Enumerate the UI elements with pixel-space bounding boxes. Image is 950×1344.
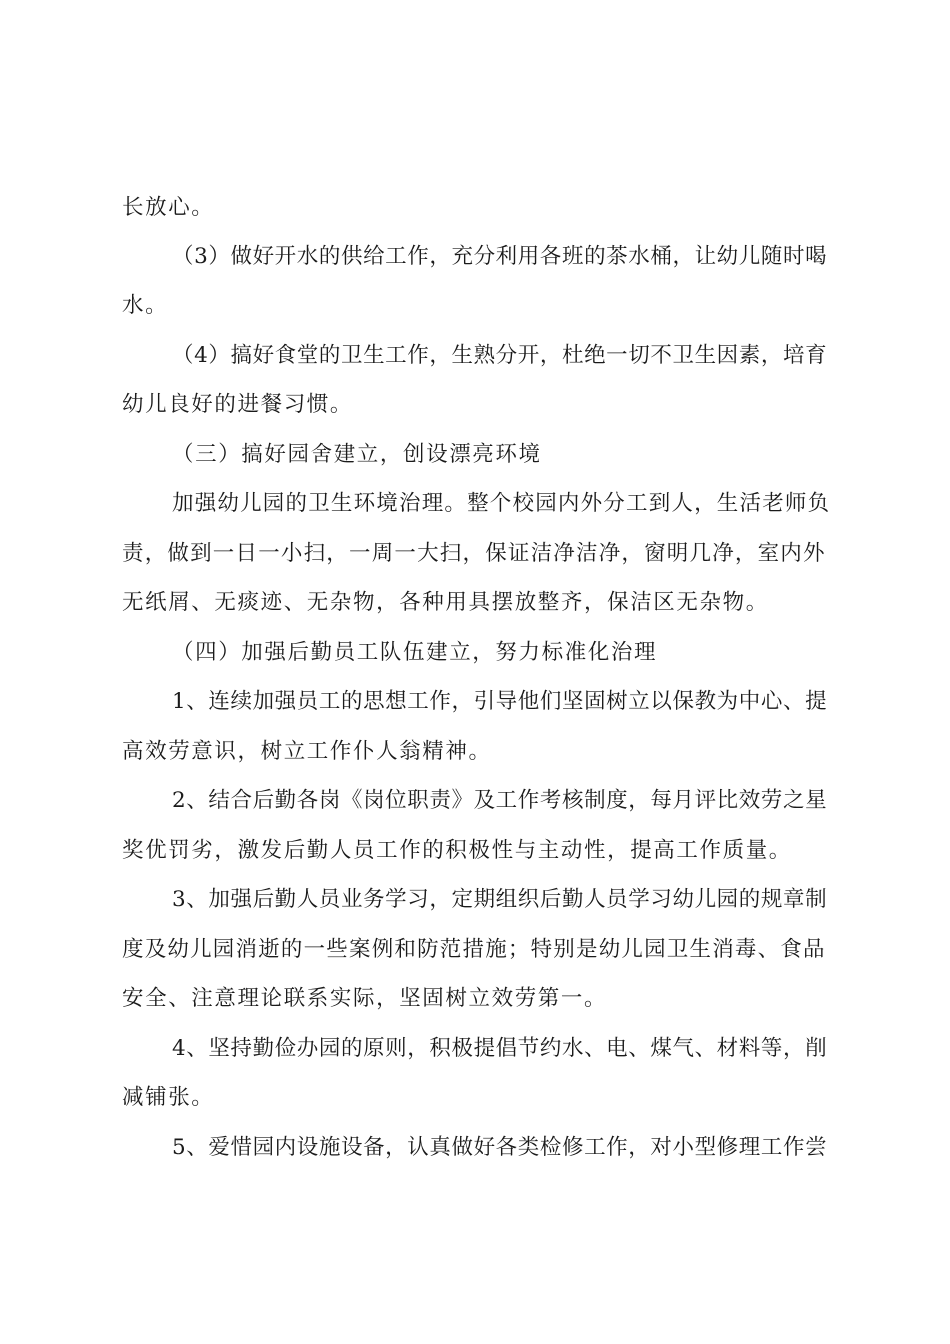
text-line: 2、结合后勤各岗《岗位职责》及工作考核制度，每月评比效劳之星 xyxy=(172,788,828,813)
text-line: 长放心。 xyxy=(122,195,215,220)
text-line: 3、加强后勤人员业务学习，定期组织后勤人员学习幼儿园的规章制 xyxy=(172,887,828,912)
text-line: 度及幼儿园消逝的一些案例和防范措施；特别是幼儿园卫生消毒、食品 xyxy=(122,937,826,962)
text-line: 减铺张。 xyxy=(122,1085,215,1110)
text-line: （4）搞好食堂的卫生工作，生熟分开，杜绝一切不卫生因素，培育 xyxy=(172,343,828,368)
text-line: 奖优罚劣，激发后勤人员工作的积极性与主动性，提高工作质量。 xyxy=(122,838,792,863)
text-line: 高效劳意识，树立工作仆人翁精神。 xyxy=(122,739,492,764)
text-line: 1、连续加强员工的思想工作，引导他们坚固树立以保教为中心、提 xyxy=(172,689,828,714)
text-line: 水。 xyxy=(122,293,169,318)
text-line: 安全、注意理论联系实际，坚固树立效劳第一。 xyxy=(122,986,608,1011)
text-line: （3）做好开水的供给工作，充分利用各班的茶水桶，让幼儿随时喝 xyxy=(172,244,828,269)
text-line: 5、爱惜园内设施设备，认真做好各类检修工作，对小型修理工作尝 xyxy=(172,1135,828,1160)
text-line: 加强幼儿园的卫生环境治理。整个校园内外分工到人，生活老师负 xyxy=(172,491,831,516)
section-heading: （四）加强后勤员工队伍建立，努力标准化治理 xyxy=(172,640,658,665)
text-line: 无纸屑、无痰迹、无杂物，各种用具摆放整齐，保洁区无杂物。 xyxy=(122,590,769,615)
section-heading: （三）搞好园舍建立，创设漂亮环境 xyxy=(172,442,542,467)
text-line: 幼儿良好的进餐习惯。 xyxy=(122,392,354,417)
text-line: 4、坚持勤俭办园的原则，积极提倡节约水、电、煤气、材料等，削 xyxy=(172,1036,828,1061)
text-line: 责，做到一日一小扫，一周一大扫，保证洁净洁净，窗明几净，室内外 xyxy=(122,541,826,566)
